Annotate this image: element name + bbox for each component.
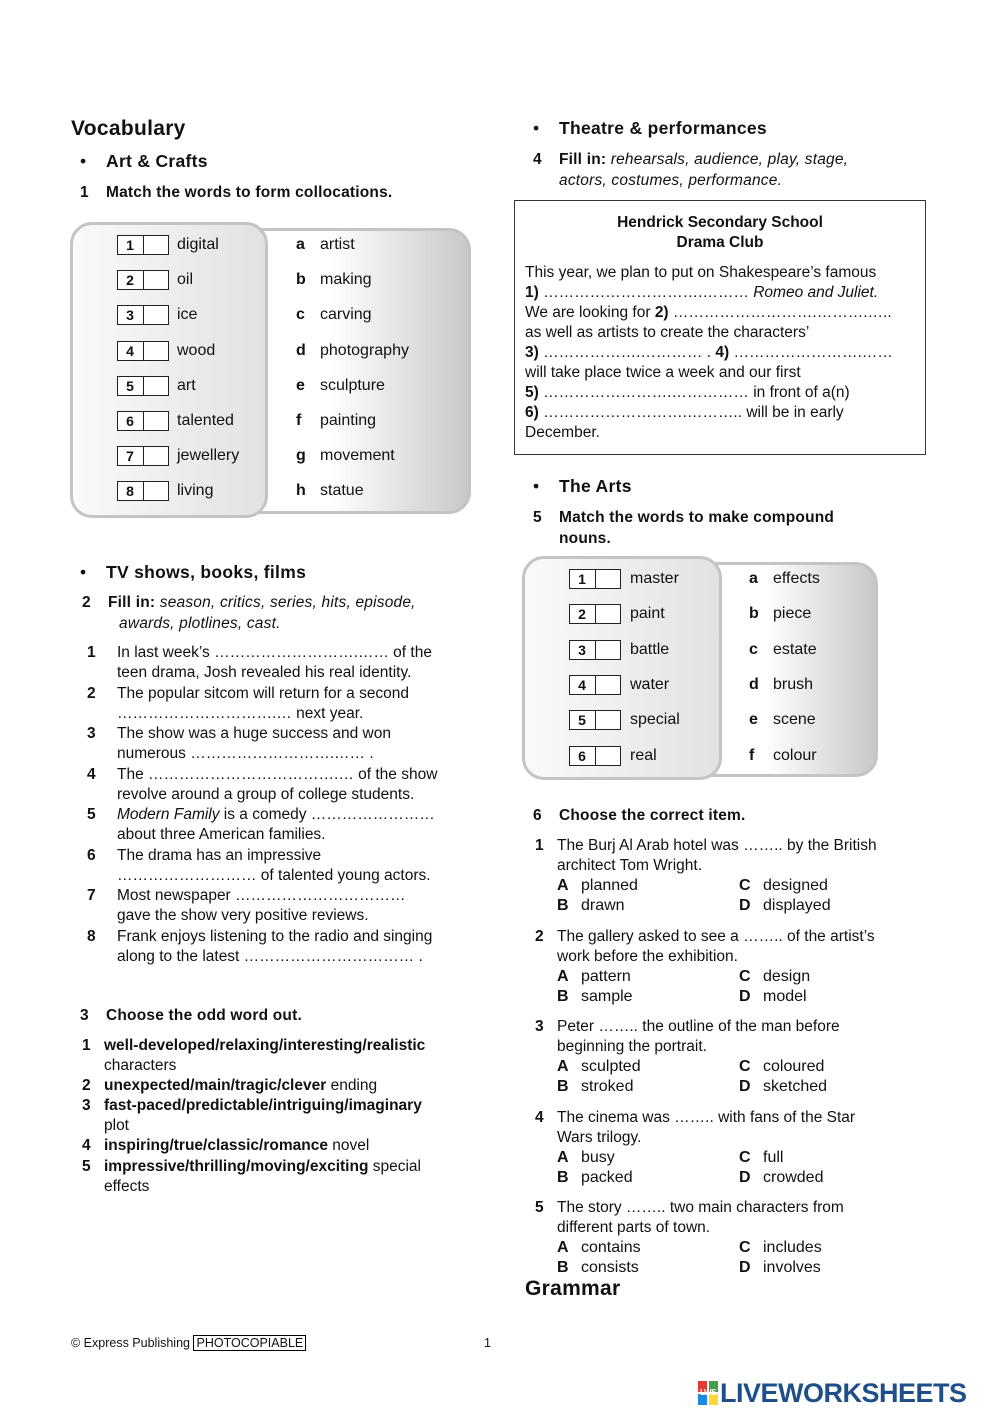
task-4-instruction <box>533 149 848 191</box>
left-word: battle <box>630 640 670 658</box>
option-text: sketched <box>763 1078 828 1095</box>
instruction-text: Match the words to make compound <box>559 509 835 526</box>
answer-option-c[interactable] <box>739 1238 822 1258</box>
item-number: 1 <box>82 1037 91 1054</box>
answer-box[interactable] <box>117 481 169 501</box>
match-left-panel <box>70 222 268 518</box>
item-number: 3 <box>126 307 134 324</box>
item-number: 4 <box>578 676 586 693</box>
notice-line: as well as artists to create the characters’ <box>525 324 810 341</box>
left-word: digital <box>177 236 219 253</box>
item-line-1: In last week’s ……………………….…… of the <box>117 644 432 661</box>
word-options: fast-paced/predictable/intriguing/imaginary <box>104 1097 422 1114</box>
question-line-2: work before the exhibition. <box>557 947 738 965</box>
fill-in-item <box>87 765 467 805</box>
answer-option-b[interactable] <box>557 1077 633 1097</box>
option-word: piece <box>773 605 812 623</box>
item-text <box>104 1157 421 1197</box>
word-options: inspiring/true/classic/romance <box>104 1137 328 1154</box>
footer-copyright <box>71 1336 306 1350</box>
answer-option-d[interactable] <box>739 1258 821 1278</box>
option-text: model <box>763 987 807 1005</box>
answer-option-a[interactable] <box>557 1057 641 1077</box>
club-name: Drama Club <box>676 234 764 251</box>
item-line-2: along to the latest …………………………… . <box>117 947 423 965</box>
option-letter: D <box>739 1078 751 1095</box>
item-number: 8 <box>126 483 134 500</box>
answer-option-b[interactable] <box>557 896 625 916</box>
option-letter: a <box>296 236 305 253</box>
instruction-text: Choose the correct item. <box>559 807 746 824</box>
option-text: packed <box>581 1168 633 1186</box>
item-line-1: The show was a huge success and won <box>117 725 391 742</box>
notice-line: 6) ……………………….……….. will be in early <box>525 404 844 421</box>
option-word: sculpture <box>320 376 385 394</box>
word-bank-line-2: awards, plotlines, cast. <box>119 615 281 632</box>
option-letter: D <box>739 1168 751 1186</box>
item-noun: effects <box>104 1178 150 1195</box>
left-word: ice <box>177 306 198 324</box>
option-text: drawn <box>581 897 625 914</box>
item-number: 7 <box>126 448 134 465</box>
option-letter: a <box>749 570 758 587</box>
task-2-instruction <box>82 592 416 634</box>
option-word: colour <box>773 746 817 764</box>
option-letter: D <box>739 1259 751 1276</box>
word-bank-line-1: rehearsals, audience, play, stage, <box>610 151 849 168</box>
word-options: unexpected/main/tragic/clever <box>104 1077 327 1094</box>
word-options: impressive/thrilling/moving/exciting <box>104 1158 369 1175</box>
item-noun: ending <box>326 1077 378 1094</box>
answer-box[interactable] <box>117 235 169 255</box>
question-line-1: The Burj Al Arab hotel was …….. by the British <box>557 837 877 854</box>
right-option <box>749 745 817 767</box>
question-line-2: beginning the portrait. <box>557 1038 707 1055</box>
instruction-text: Match the words to form collocations. <box>106 184 393 201</box>
item-number: 3 <box>82 1097 91 1114</box>
item-line-1: The drama has an impressive <box>117 846 322 864</box>
answer-option-d[interactable] <box>739 896 831 916</box>
right-option <box>749 709 816 731</box>
left-word: master <box>630 570 679 587</box>
option-word: effects <box>773 570 820 587</box>
item-noun: special <box>368 1158 421 1175</box>
option-text: planned <box>581 877 638 894</box>
left-word: living <box>177 482 214 500</box>
item-number: 2 <box>87 684 96 702</box>
question-line-1: The story …….. two main characters from <box>557 1199 844 1216</box>
task-1-instruction <box>80 182 392 203</box>
question-text <box>557 1108 855 1148</box>
option-text: design <box>763 967 811 985</box>
item-line-1: The ……………………………….… of the show <box>117 765 438 783</box>
item-noun: plot <box>104 1117 129 1134</box>
question-text <box>557 1198 844 1238</box>
option-word: painting <box>320 412 377 429</box>
option-word: artist <box>320 236 355 253</box>
option-word: movement <box>320 447 395 465</box>
option-letter: C <box>739 1148 751 1166</box>
option-letter: e <box>296 376 305 394</box>
task-number: 3 <box>80 1007 89 1024</box>
option-text: designed <box>763 877 828 894</box>
option-word: photography <box>320 341 409 359</box>
right-option <box>296 480 364 502</box>
right-option <box>296 375 385 397</box>
item-text <box>117 765 437 805</box>
school-name: Hendrick Secondary School <box>617 214 823 231</box>
left-word: art <box>177 376 196 394</box>
item-number: 3 <box>87 725 96 742</box>
answer-box[interactable] <box>569 710 621 730</box>
option-letter: e <box>749 711 758 729</box>
item-number: 3 <box>578 641 586 658</box>
option-letter: B <box>557 987 569 1005</box>
right-option <box>296 304 372 326</box>
right-option <box>296 234 355 256</box>
instruction-text-cont: nouns. <box>559 530 611 547</box>
item-number: 4 <box>87 765 96 783</box>
item-line-2: gave the show very positive reviews. <box>117 907 369 924</box>
fill-in-item <box>87 643 467 683</box>
question-line-2: architect Tom Wright. <box>557 857 703 874</box>
item-line-2: ………………………….… next year. <box>117 704 364 722</box>
right-option <box>749 568 820 590</box>
answer-box[interactable] <box>569 675 621 695</box>
item-noun: novel <box>327 1137 370 1154</box>
word-bank-line-2: actors, costumes, performance. <box>559 172 783 189</box>
option-text: consists <box>581 1259 639 1276</box>
instruction-label: Fill in: <box>559 151 607 168</box>
notice-line: 3) ……………….………… . 4) …………………….…… <box>525 344 893 361</box>
answer-box[interactable] <box>117 305 169 325</box>
item-number: 1 <box>126 237 134 253</box>
option-text: involves <box>763 1259 821 1276</box>
option-letter: A <box>557 1239 569 1256</box>
option-letter: c <box>749 640 758 658</box>
left-word: real <box>630 746 657 764</box>
answer-option-d[interactable] <box>739 1077 827 1097</box>
arts-heading: • The Arts <box>533 476 632 497</box>
option-text: displayed <box>763 897 831 914</box>
left-word: wood <box>177 341 216 359</box>
item-line-2: numerous ……………………….…… . <box>117 745 374 762</box>
word-bank-line-1: season, critics, series, hits, episode, <box>159 594 416 611</box>
option-text: coloured <box>763 1058 825 1075</box>
answer-option-b[interactable] <box>557 1258 639 1278</box>
option-text: sculpted <box>581 1058 641 1075</box>
item-text <box>117 643 432 683</box>
item-number: 4 <box>535 1108 544 1126</box>
option-text: pattern <box>581 967 631 985</box>
item-number: 4 <box>82 1137 91 1154</box>
answer-option-a[interactable] <box>557 1148 615 1168</box>
notice-line: 1) ………………………….……… Romeo and Juliet. <box>525 284 879 301</box>
fill-in-item <box>87 724 467 764</box>
task-6-instruction <box>533 805 746 826</box>
question-text <box>557 927 875 967</box>
answer-option-c[interactable] <box>739 1148 783 1168</box>
option-letter: D <box>739 987 751 1005</box>
art-crafts-heading: • Art & Crafts <box>80 151 208 172</box>
right-option <box>749 603 811 625</box>
answer-option-a[interactable] <box>557 967 631 987</box>
item-title: Modern Family <box>117 806 220 823</box>
option-word: carving <box>320 306 372 324</box>
notice-line: This year, we plan to put on Shakespeare’s famous <box>525 264 877 281</box>
option-letter: d <box>749 675 759 693</box>
answer-option-d[interactable] <box>739 987 807 1007</box>
notice-text <box>525 263 925 443</box>
item-text <box>104 1036 425 1076</box>
answer-option-b[interactable] <box>557 987 633 1007</box>
option-letter: D <box>739 897 751 914</box>
answer-box[interactable] <box>569 746 621 766</box>
option-letter: b <box>296 271 306 289</box>
item-text <box>104 1076 377 1096</box>
notice-line: will take place twice a week and our first <box>525 364 801 381</box>
option-letter: f <box>296 412 302 429</box>
option-letter: f <box>749 746 755 764</box>
option-letter: B <box>557 1259 569 1276</box>
left-word: special <box>630 711 680 729</box>
option-letter: C <box>739 1239 751 1256</box>
item-text <box>117 846 431 886</box>
answer-box[interactable] <box>117 446 169 466</box>
copyright-text: © Express Publishing <box>71 1336 190 1350</box>
item-number: 2 <box>578 606 586 623</box>
option-word: brush <box>773 675 814 693</box>
option-letter: A <box>557 877 569 894</box>
item-number: 3 <box>535 1018 544 1035</box>
notice-line: We are looking for 2) ……………………….……….….. <box>525 304 892 321</box>
option-letter: A <box>557 967 569 985</box>
item-line-2: ……………………… of talented young actors. <box>117 866 431 884</box>
option-text: crowded <box>763 1168 824 1186</box>
item-number: 8 <box>87 927 96 945</box>
item-text <box>117 927 432 967</box>
item-number: 2 <box>535 927 544 945</box>
liveworksheets-logo-icon: LWS <box>698 1381 718 1405</box>
question-line-1: The cinema was …….. with fans of the Star <box>557 1108 856 1126</box>
left-word: paint <box>630 605 665 623</box>
item-line-1: The popular sitcom will return for a second <box>117 684 410 702</box>
item-line-2: revolve around a group of college students. <box>117 785 415 803</box>
item-line-1: Modern Family is a comedy …………………… <box>117 806 435 823</box>
option-letter: A <box>557 1058 569 1075</box>
right-option <box>296 269 372 291</box>
task-number: 2 <box>82 594 91 611</box>
answer-box[interactable] <box>569 569 621 589</box>
task-number: 4 <box>533 151 542 168</box>
instruction-text: Choose the odd word out. <box>106 1007 302 1024</box>
fill-in-item <box>87 927 467 967</box>
theatre-heading: • Theatre & performances <box>533 118 767 139</box>
item-number: 5 <box>535 1199 544 1216</box>
option-letter: B <box>557 897 569 914</box>
vocabulary-heading: Vocabulary <box>71 117 186 140</box>
fill-in-item <box>87 805 467 845</box>
liveworksheets-logo[interactable] <box>698 1378 967 1408</box>
answer-option-b[interactable] <box>557 1168 633 1188</box>
left-word: jewellery <box>177 447 240 465</box>
item-number: 2 <box>82 1077 91 1094</box>
tv-heading: • TV shows, books, films <box>80 562 306 583</box>
option-letter: C <box>739 877 751 894</box>
item-text <box>117 684 409 724</box>
item-number: 4 <box>126 342 134 359</box>
item-number: 1 <box>535 837 544 854</box>
option-word: making <box>320 271 372 289</box>
item-text <box>117 886 406 926</box>
right-option <box>749 674 813 696</box>
item-line-1: Most newspaper …………………………… <box>117 887 406 904</box>
notice-line: December. <box>525 424 600 441</box>
right-option <box>296 410 376 432</box>
compound-left-panel <box>522 556 722 780</box>
question-line-1: Peter …….. the outline of the man before <box>557 1018 840 1035</box>
task-number: 5 <box>533 509 542 526</box>
left-word: oil <box>177 271 194 289</box>
answer-box[interactable] <box>569 640 621 660</box>
task-5-instruction <box>533 507 834 549</box>
item-number: 6 <box>87 846 96 864</box>
task-number: 6 <box>533 807 542 824</box>
answer-option-d[interactable] <box>739 1168 823 1188</box>
page-number: 1 <box>484 1336 491 1350</box>
answer-option-c[interactable] <box>739 876 828 896</box>
option-text: sample <box>581 987 633 1005</box>
option-text: contains <box>581 1239 641 1256</box>
item-number: 5 <box>87 806 96 823</box>
option-word: estate <box>773 640 817 658</box>
left-word: talented <box>177 412 234 429</box>
answer-option-c[interactable] <box>739 1057 824 1077</box>
option-word: scene <box>773 711 816 729</box>
item-number: 2 <box>126 272 134 289</box>
task-number: 1 <box>80 184 89 201</box>
option-text: includes <box>763 1239 822 1256</box>
item-number: 5 <box>578 712 586 729</box>
item-number: 7 <box>87 887 96 904</box>
item-number: 1 <box>87 644 96 661</box>
option-letter: C <box>739 1058 751 1075</box>
answer-box[interactable] <box>569 604 621 624</box>
item-line-1: Frank enjoys listening to the radio and singing <box>117 927 433 945</box>
item-text <box>117 724 391 764</box>
answer-option-c[interactable] <box>739 967 810 987</box>
right-option <box>296 340 409 362</box>
task-3-instruction <box>80 1005 302 1026</box>
item-number: 5 <box>82 1158 91 1175</box>
item-text <box>104 1096 422 1136</box>
fill-in-item <box>87 684 467 724</box>
option-text: busy <box>581 1148 615 1166</box>
answer-box[interactable] <box>117 376 169 396</box>
item-text <box>104 1136 369 1156</box>
fill-in-item <box>87 886 467 926</box>
option-letter: h <box>296 482 306 500</box>
option-letter: B <box>557 1168 569 1186</box>
answer-box[interactable] <box>117 270 169 290</box>
right-option <box>296 445 395 467</box>
option-letter: b <box>749 605 759 623</box>
item-text <box>117 805 435 845</box>
option-letter: c <box>296 306 305 324</box>
item-line-2: about three American families. <box>117 826 326 843</box>
liveworksheets-wordmark: LIVEWORKSHEETS <box>720 1377 967 1408</box>
right-option <box>749 639 817 661</box>
item-noun: characters <box>104 1057 177 1074</box>
notice-line: 5) …………………….…………… in front of a(n) <box>525 384 850 401</box>
grammar-heading: Grammar <box>525 1277 621 1300</box>
answer-option-a[interactable] <box>557 1238 641 1258</box>
question-line-1: The gallery asked to see a …….. of the artist’s <box>557 927 875 945</box>
answer-box[interactable] <box>117 411 169 431</box>
photocopiable-badge: PHOTOCOPIABLE <box>193 1335 306 1351</box>
option-letter: C <box>739 967 751 985</box>
question-line-2: different parts of town. <box>557 1219 711 1236</box>
option-word: statue <box>320 482 364 500</box>
question-text <box>557 836 877 876</box>
item-line-2: teen drama, Josh revealed his real identity. <box>117 664 412 681</box>
option-text: full <box>763 1148 784 1166</box>
fill-in-item <box>87 846 467 886</box>
option-letter: A <box>557 1148 569 1166</box>
item-number: 6 <box>126 413 134 429</box>
option-letter: B <box>557 1078 569 1095</box>
drama-club-notice <box>514 200 926 455</box>
answer-box[interactable] <box>117 341 169 361</box>
option-letter: g <box>296 447 306 465</box>
question-line-2: Wars trilogy. <box>557 1128 642 1146</box>
option-text: stroked <box>581 1078 634 1095</box>
item-number: 6 <box>578 747 586 764</box>
answer-option-a[interactable] <box>557 876 638 896</box>
instruction-label: Fill in: <box>108 594 156 611</box>
question-text <box>557 1017 840 1057</box>
option-letter: d <box>296 341 306 359</box>
item-number: 1 <box>578 571 586 587</box>
word-options: well-developed/relaxing/interesting/realistic <box>104 1037 426 1054</box>
item-number: 5 <box>126 377 134 394</box>
left-word: water <box>630 675 670 693</box>
